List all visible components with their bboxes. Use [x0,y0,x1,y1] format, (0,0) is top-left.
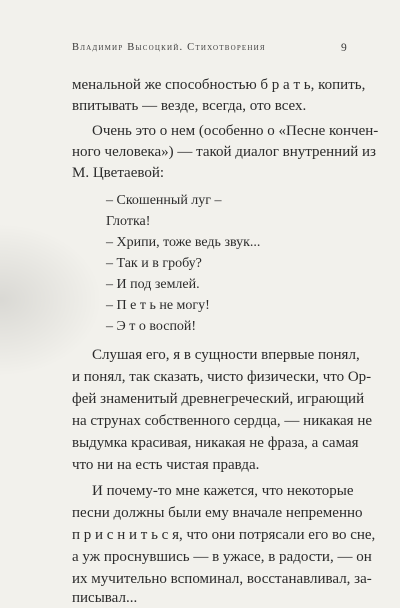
verse-line: – И под землей. [106,277,200,292]
page-number: 9 [341,42,347,54]
text-line: на струнах собственного сердца, — никакая не [72,413,372,429]
text-line: и понял, так сказать, чисто физически, что Ор- [72,369,372,385]
verse-line: – П е т ь не могу! [106,298,210,313]
verse-line: – Так и в гробу? [106,256,202,271]
text-line: Слушая его, я в сущности впервые понял, [92,347,360,363]
text-line: М. Цветаевой: [72,165,165,181]
text-line: выдумка красивая, никакая не фраза, а самая [72,435,359,451]
text-line: И почему-то мне кажется, что некоторые [92,483,354,499]
text-line: фей знаменитый древнегреческий, играющий [72,391,365,407]
text-line: писывал... [72,590,138,606]
text-line: а уж проснувшись — в ужасе, в радости, — он [72,549,372,565]
running-title: Владимир Высоцкий. Стихотворения [72,42,266,53]
verse-line: – Хрипи, тоже ведь звук... [106,235,261,250]
text-line: ного человека») — такой диалог внутренний из [72,144,376,160]
verse-line: – Скошенный луг – [106,193,222,208]
text-line: Очень это о нем (особенно о «Песне кончен- [92,123,379,139]
text-line: что ни на есть чистая правда. [72,457,260,473]
verse-line: Глотка! [106,214,151,229]
text-line: впитывать — везде, всегда, ото всех. [72,98,307,114]
text-line: менальной же способностью б р а т ь, копить, [72,77,366,93]
text-line: песни должны были ему вначале непременно [72,505,363,521]
verse-line: – Э т о воспой! [106,319,197,334]
text-line: п р и с н и т ь с я, что они потрясали его во сне, [72,527,376,543]
text-line: их мучительно вспоминал, восстанавливал, за- [72,571,372,587]
